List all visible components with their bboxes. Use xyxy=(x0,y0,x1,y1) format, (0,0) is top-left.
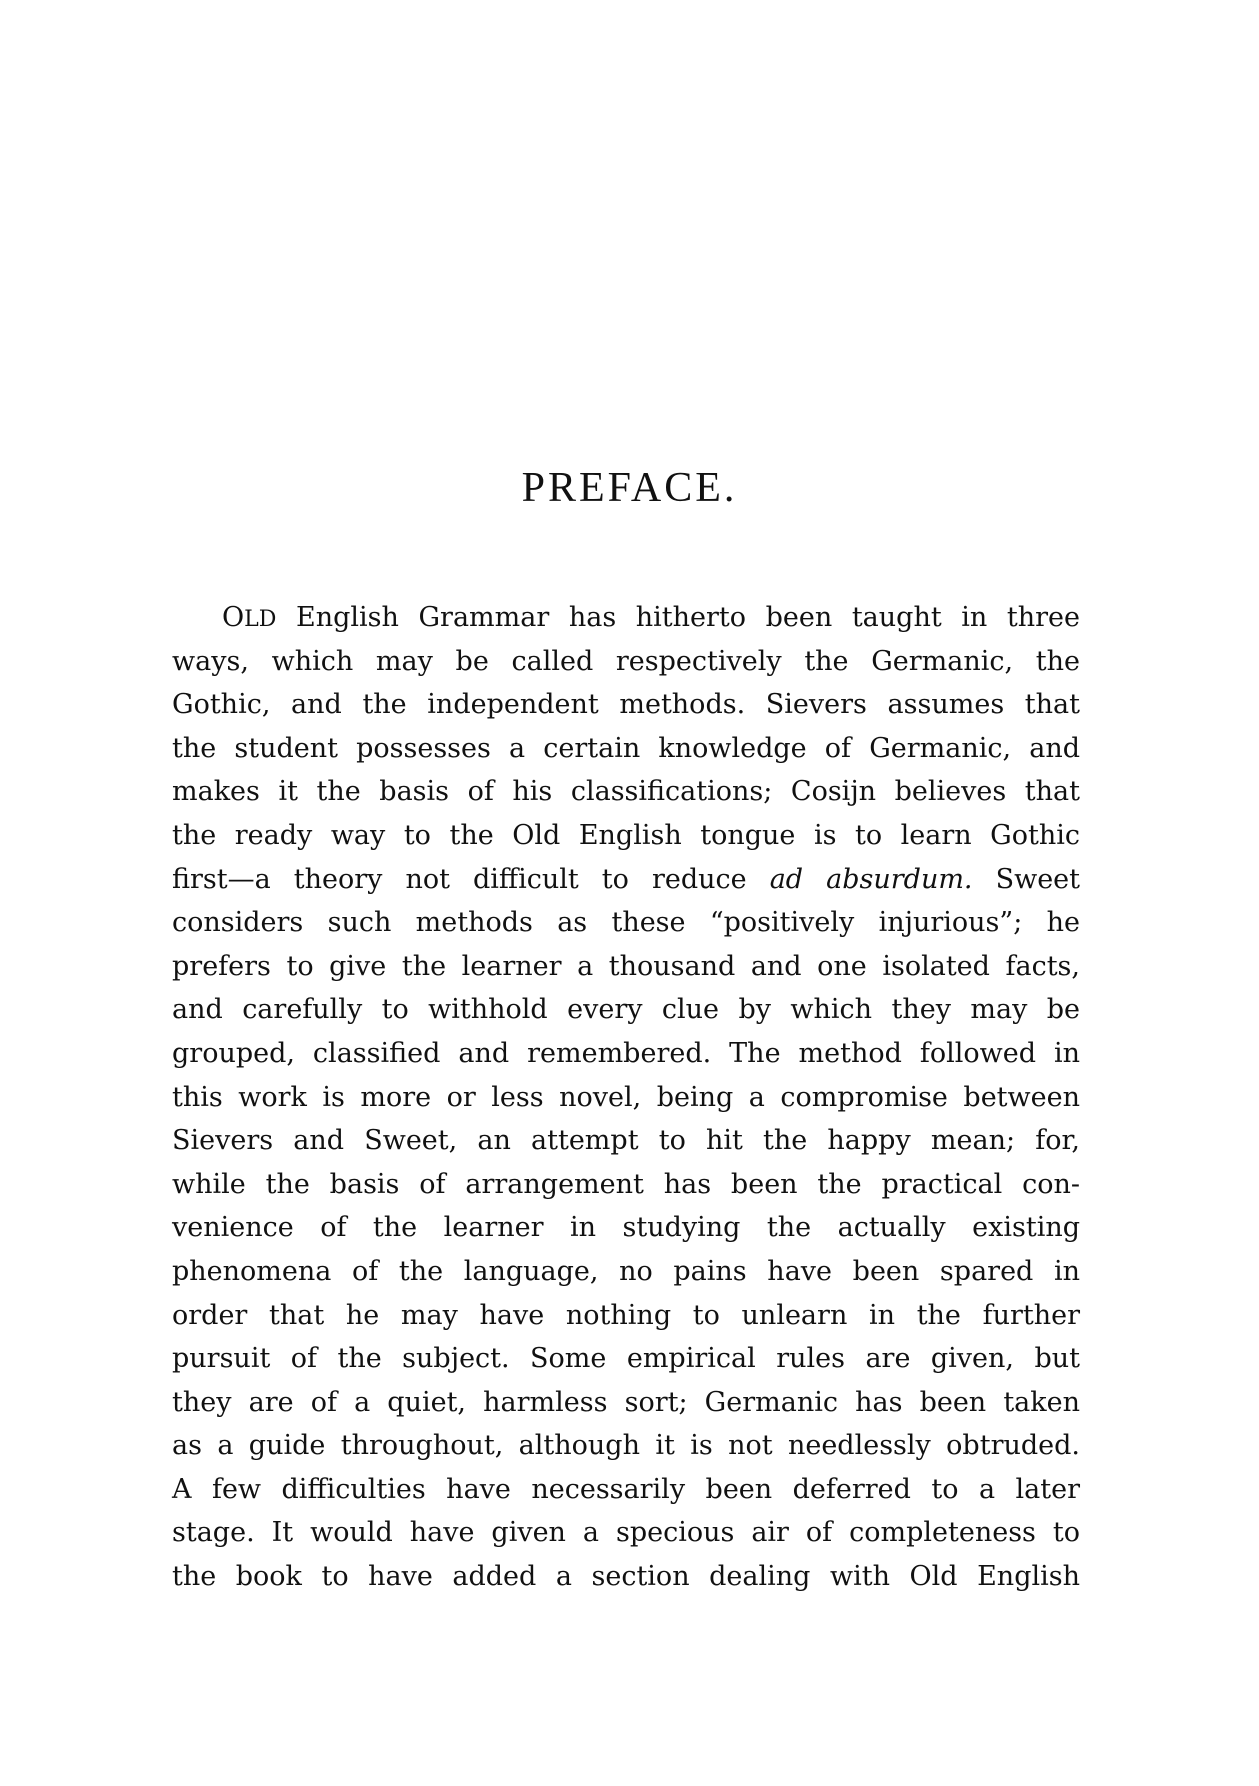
text-line: as a guide throughout, although it is not needlessly obtruded. xyxy=(172,1430,1080,1462)
text-line: considers such methods as these “positively injurious”; he xyxy=(172,907,1080,939)
text-line: A few difficulties have necessarily been deferred to a later xyxy=(172,1473,1080,1505)
text-line: pursuit of the subject. Some empirical rules are given, but xyxy=(172,1343,1080,1375)
text-line: prefers to give the learner a thousand and one isolated facts, xyxy=(172,950,1080,982)
text-line: phenomena of the language, no pains have been spared in xyxy=(172,1255,1080,1287)
text-line: grouped, classified and remembered. The method followed in xyxy=(172,1037,1080,1069)
line-text: English Grammar has hitherto been taught in three xyxy=(276,602,1080,633)
text-line: order that he may have nothing to unlearn in the further xyxy=(172,1299,1080,1331)
text-line: the ready way to the Old English tongue is to learn Gothic xyxy=(172,819,1080,851)
drop-initial: O xyxy=(222,602,245,633)
text-line: they are of a quiet, harmless sort; Germanic has been taken xyxy=(172,1386,1080,1418)
italic-phrase: ad absurdum. xyxy=(769,863,973,895)
text-line: while the basis of arrangement has been the practical con- xyxy=(172,1168,1080,1200)
text-line: stage. It would have given a specious air of completeness to xyxy=(172,1517,1080,1549)
text-line: ways, which may be called respectively the Germanic, the xyxy=(172,645,1080,677)
text-line: the book to have added a section dealing with Old English xyxy=(172,1561,1080,1593)
text-line xyxy=(172,858,1080,902)
preface-paragraph xyxy=(172,596,1080,1599)
text-line: venience of the learner in studying the actually existing xyxy=(172,1212,1080,1244)
text-line: Gothic, and the independent methods. Sievers assumes that xyxy=(172,689,1080,721)
text-line: this work is more or less novel, being a compromise between xyxy=(172,1081,1080,1113)
text-line: makes it the basis of his classifications; Cosijn believes that xyxy=(172,776,1080,808)
text-line: and carefully to withhold every clue by which they may be xyxy=(172,994,1080,1026)
line-text: first—a theory not difficult to reduce xyxy=(172,863,770,895)
text-line xyxy=(172,596,1080,640)
text-line: the student possesses a certain knowledge of Germanic, and xyxy=(172,732,1080,764)
line-text: Sweet xyxy=(972,863,1081,895)
small-caps-word: LD xyxy=(244,607,277,632)
page-title: PREFACE. xyxy=(521,465,738,511)
text-line: Sievers and Sweet, an attempt to hit the happy mean; for, xyxy=(172,1125,1080,1157)
